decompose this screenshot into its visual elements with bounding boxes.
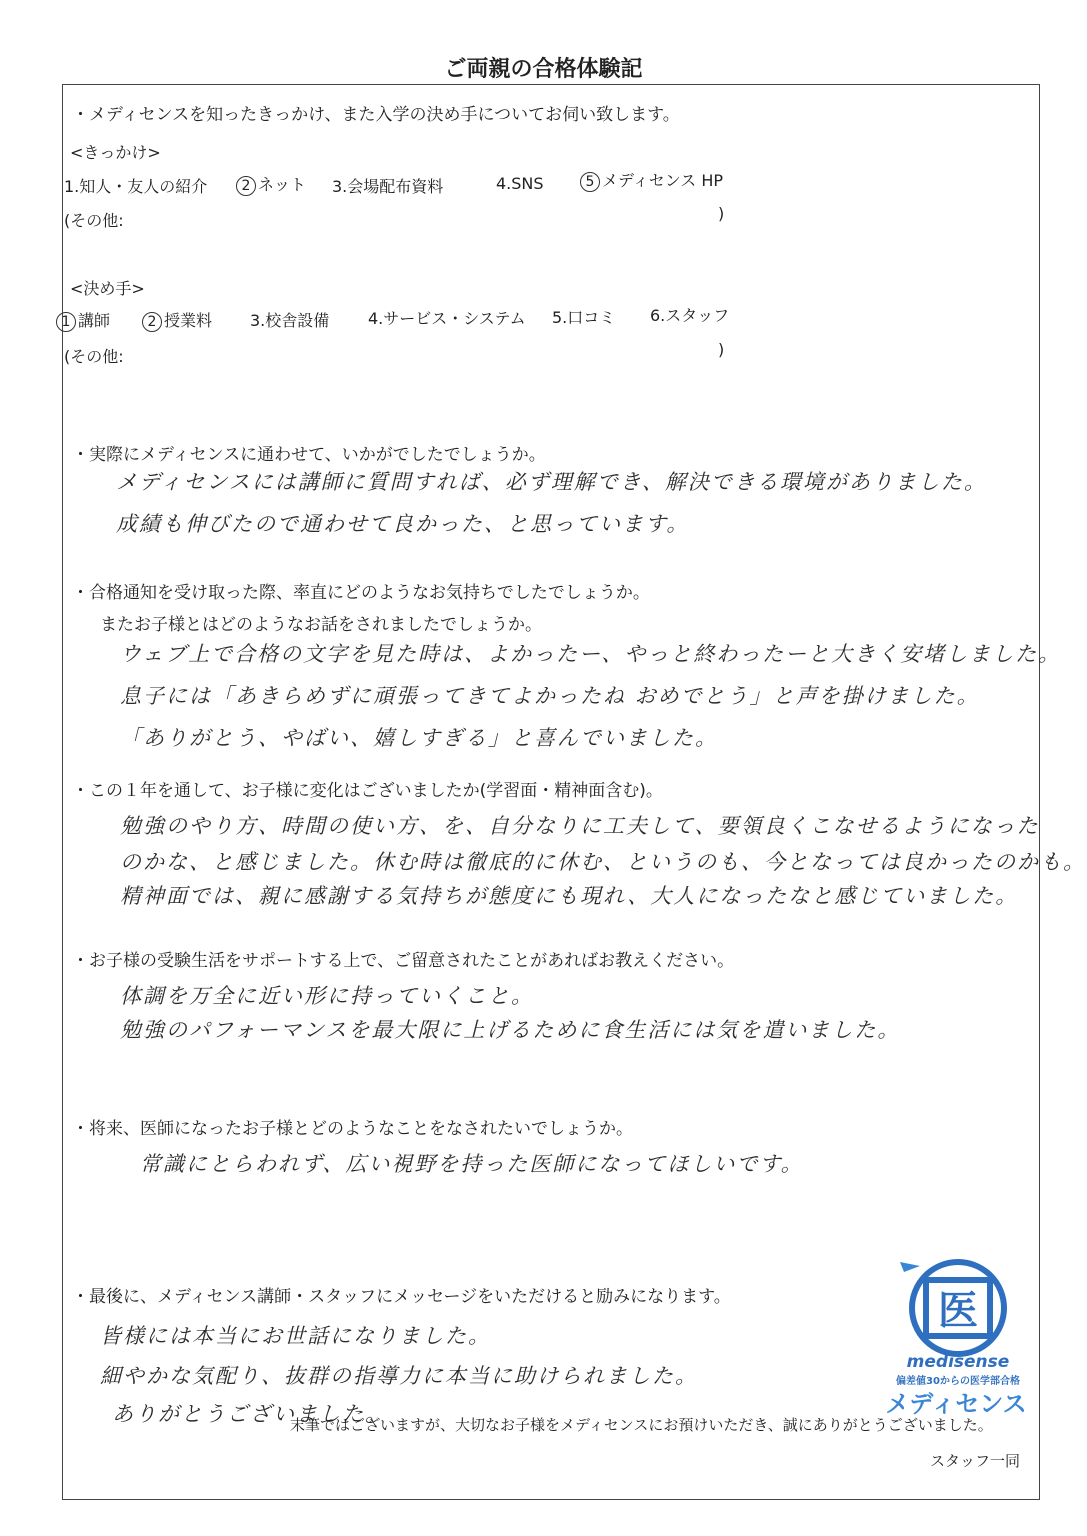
closing-message: 末筆ではございますが、大切なお子様をメディセンスにお預けいただき、誠にありがとうございました。: [290, 1416, 993, 1434]
kimete-option-2: 2 授業料: [142, 308, 212, 332]
question-2: ・実際にメディセンスに通わせて、いかがでしたでしょうか。: [72, 445, 546, 465]
kikkake-option-4: 4.SNS: [496, 174, 544, 193]
kimete-option-3: 3.校舎設備: [250, 311, 330, 330]
logo-tagline: 偏差値30からの医学部合格: [896, 1376, 1020, 1387]
question-3: ・合格通知を受け取った際、率直にどのようなお気持ちでしたでしょうか。: [72, 583, 650, 603]
answer-5-line-2: 勉強のパフォーマンスを最大限に上げるために食生活には気を遣いました。: [120, 1018, 901, 1042]
circled-number: 2: [236, 176, 256, 196]
circled-number: 2: [142, 312, 162, 332]
answer-4-line-3: 精神面では、親に感謝する気持ちが態度にも現れ、大人になったなと感じていました。: [120, 884, 1019, 908]
answer-2-line-2: 成績も伸びたので通わせて良かった、と思っています。: [116, 512, 690, 536]
kimete-option-6: 6.スタッフ: [650, 306, 730, 325]
svg-text:医: 医: [938, 1288, 978, 1334]
kimete-option-5: 5.口コミ: [552, 308, 616, 327]
answer-3-line-3: 「ありがとう、やばい、嬉しすぎる」と喜んでいました。: [120, 726, 718, 750]
kimete-other-close: ): [718, 340, 725, 359]
answer-7-line-2: 細やかな気配り、抜群の指導力に本当に助けられました。: [100, 1364, 698, 1388]
answer-3-line-2: 息子には「あきらめずに頑張ってきてよかったね おめでとう」と声を掛けました。: [120, 684, 980, 708]
circled-number: 5: [580, 172, 600, 192]
kimete-header: <決め手>: [70, 279, 145, 298]
kimete-option-1: 1 講師: [56, 308, 110, 332]
kimete-option-4: 4.サービス・システム: [368, 309, 526, 328]
question-7: ・最後に、メディセンス講師・スタッフにメッセージをいただけると励みになります。: [72, 1287, 731, 1307]
kikkake-header: <きっかけ>: [70, 143, 161, 162]
kikkake-option-1: 1.知人・友人の紹介: [64, 177, 208, 196]
kikkake-other-label: (その他:: [64, 211, 124, 230]
answer-6-line-1: 常識にとらわれず、広い視野を持った医師になってほしいです。: [140, 1152, 804, 1176]
question-6: ・将来、医師になったお子様とどのようなことをなされたいでしょうか。: [72, 1119, 633, 1139]
answer-3-line-1: ウェブ上で合格の文字を見た時は、よかったー、やっと終わったーと大きく安堵しました。: [120, 642, 1062, 666]
signature: スタッフ一同: [930, 1452, 1021, 1470]
circled-number: 1: [56, 312, 76, 332]
answer-7-line-1: 皆様には本当にお世話になりました。: [100, 1324, 491, 1348]
answer-5-line-1: 体調を万全に近い形に持っていくこと。: [120, 984, 534, 1008]
kikkake-option-5: 5 メディセンス HP: [580, 168, 723, 192]
question-3-line-2: またお子様とはどのようなお話をされましたでしょうか。: [100, 615, 542, 635]
answer-4-line-2: のかな、と感じました。休む時は徹底的に休む、というのも、今となっては良かったのかも。: [120, 850, 1086, 874]
answer-4-line-1: 勉強のやり方、時間の使い方、を、自分なりに工夫して、要領良くこなせるようになった: [120, 814, 1040, 838]
question-1: ・メディセンスを知ったきっかけ、また入学の決め手についてお伺い致します。: [72, 105, 680, 125]
page-title: ご両親の合格体験記: [444, 57, 643, 82]
question-4: ・この１年を通して、お子様に変化はございましたか(学習面・精神面含む)。: [72, 781, 663, 801]
kimete-other-label: (その他:: [64, 347, 124, 366]
kikkake-other-close: ): [718, 204, 725, 223]
kikkake-option-3: 3.会場配布資料: [332, 177, 444, 196]
logo-brand-en: medisense: [906, 1352, 1010, 1372]
question-5: ・お子様の受験生活をサポートする上で、ご留意されたことがあればお教えください。: [72, 951, 735, 971]
answer-2-line-1: メディセンスには講師に質問すれば、必ず理解でき、解決できる環境がありました。: [116, 470, 987, 494]
logo-brand-jp: メディセンス: [885, 1390, 1027, 1418]
medisense-logo-mark-icon: [878, 1258, 1038, 1358]
answer-7-line-3: ありがとうございました。: [112, 1402, 388, 1426]
kikkake-option-2: 2 ネット: [236, 172, 306, 196]
